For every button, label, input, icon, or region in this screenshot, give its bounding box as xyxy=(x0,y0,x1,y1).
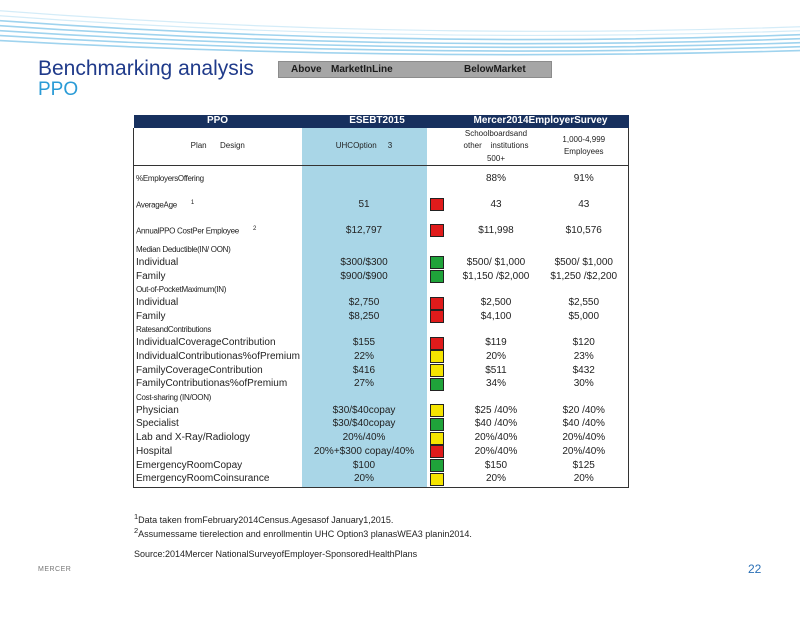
market-marker-cell xyxy=(427,350,453,364)
row-label xyxy=(134,445,302,459)
table-row xyxy=(134,432,629,446)
legend-inline: MarketInLine xyxy=(331,64,393,75)
row-label xyxy=(134,337,302,351)
row-footnote-marker: 1 xyxy=(190,200,194,207)
market-marker-cell xyxy=(427,218,453,244)
table-row xyxy=(134,310,629,324)
market-legend-bar xyxy=(278,61,552,78)
esebt-value xyxy=(302,166,427,192)
schoolboard-value: $4,100 xyxy=(480,310,512,322)
market-marker-cell xyxy=(427,310,453,324)
sb-line4: 500+ xyxy=(486,153,506,163)
market-position-yellow-marker xyxy=(430,350,444,363)
market-marker-cell xyxy=(427,392,453,405)
market-marker-cell xyxy=(427,473,453,487)
esebt-value: $416 xyxy=(302,364,427,378)
big-line1: 1,000-4,999 xyxy=(562,134,606,144)
market-marker-cell xyxy=(427,432,453,446)
table-row xyxy=(134,256,629,270)
row-label-text: Lab and X-Ray/Radiology xyxy=(136,432,250,444)
row-label-text: Individual xyxy=(136,297,179,309)
row-label-text: AnnualPPO CostPer Employee xyxy=(136,226,239,236)
esebt-value: 20%+$300 copay/40% xyxy=(302,445,427,459)
row-label-text: Cost-sharing (IN/OON) xyxy=(136,392,212,402)
row-label xyxy=(134,473,302,487)
footnote-2 xyxy=(134,526,472,539)
subheader-design: Design xyxy=(219,141,245,151)
schoolboard-value: $150 xyxy=(484,459,508,471)
header-esebt: ESEBT2015 xyxy=(302,115,453,128)
schoolboard-value xyxy=(453,244,540,257)
row-label-text: Out-of-PocketMaximum(IN) xyxy=(136,284,227,294)
row-label xyxy=(134,244,302,257)
table-row xyxy=(134,459,629,473)
market-marker-cell xyxy=(427,404,453,418)
table-row xyxy=(134,218,629,244)
table-row xyxy=(134,445,629,459)
market-marker-cell xyxy=(427,284,453,297)
market-position-red-marker xyxy=(430,337,444,350)
table-row xyxy=(134,166,629,192)
table-header-row xyxy=(134,115,629,128)
row-label-text: Individual xyxy=(136,257,179,269)
large-employer-value: $20 /40% xyxy=(540,404,629,418)
esebt-value: 20% xyxy=(302,473,427,487)
schoolboard-value: $25 /40% xyxy=(474,404,518,416)
schoolboard-value xyxy=(453,284,540,297)
large-employer-value: 20% xyxy=(540,473,629,487)
source-note: Source:2014Mercer NationalSurveyofEmployer-SponsoredHealthPlans xyxy=(134,549,418,559)
large-employer-value: $125 xyxy=(540,459,629,473)
subheader-uhc: UHCOption xyxy=(335,141,377,151)
market-position-yellow-marker xyxy=(430,364,444,377)
header-ppo: PPO xyxy=(134,115,302,128)
row-label-text: Family xyxy=(136,270,166,282)
large-employer-value: 91% xyxy=(540,166,629,192)
sb-line3: institutions xyxy=(490,141,529,151)
table-row xyxy=(134,337,629,351)
benchmark-table xyxy=(133,115,629,488)
large-employer-value: $120 xyxy=(540,337,629,351)
table-row xyxy=(134,270,629,284)
row-label-text: EmergencyRoomCopay xyxy=(136,459,243,471)
mercer-brand: MERCER xyxy=(38,566,72,573)
header-mercer-survey: Mercer2014EmployerSurvey xyxy=(453,115,629,128)
subheader-uhc-num: 3 xyxy=(387,141,393,151)
market-position-green-marker xyxy=(430,378,444,391)
schoolboard-value: $40 /40% xyxy=(474,418,518,430)
esebt-value: $30/$40copay xyxy=(302,418,427,432)
sb-line2: other xyxy=(463,141,482,151)
row-label xyxy=(134,297,302,311)
legend-below: BelowMarket xyxy=(464,64,526,75)
table-subheader-row xyxy=(134,128,629,166)
decorative-header-stripes xyxy=(0,0,800,58)
esebt-value: $8,250 xyxy=(302,310,427,324)
large-employer-value xyxy=(540,392,629,405)
market-marker-cell xyxy=(427,166,453,192)
large-employer-value xyxy=(540,324,629,337)
esebt-value: $2,750 xyxy=(302,297,427,311)
esebt-value: 51 xyxy=(302,192,427,218)
row-label-text: IndividualContributionas%ofPremium xyxy=(136,350,300,362)
esebt-value: 20%/40% xyxy=(302,432,427,446)
table-row xyxy=(134,244,629,257)
table-row xyxy=(134,364,629,378)
large-employer-value xyxy=(540,244,629,257)
row-label xyxy=(134,459,302,473)
table-row xyxy=(134,392,629,405)
schoolboard-value xyxy=(453,324,540,337)
row-label xyxy=(134,404,302,418)
esebt-value: $100 xyxy=(302,459,427,473)
subheader-large-employers xyxy=(540,128,629,166)
market-marker-cell xyxy=(427,418,453,432)
market-position-green-marker xyxy=(430,256,444,269)
table-row xyxy=(134,473,629,487)
schoolboard-value: 20% xyxy=(453,473,540,487)
row-label-text: Hospital xyxy=(136,445,173,457)
schoolboard-value: 88% xyxy=(485,172,506,184)
footnote-1 xyxy=(134,512,393,525)
schoolboard-value: $500/ $1,000 xyxy=(466,257,526,269)
row-label-text: IndividualCoverageContribution xyxy=(136,337,276,349)
row-label xyxy=(134,166,302,192)
esebt-value: $155 xyxy=(302,337,427,351)
row-label-text: Physician xyxy=(136,404,179,416)
esebt-value: $12,797 xyxy=(302,218,427,244)
row-label-text: FamilyCoverageContribution xyxy=(136,364,263,376)
subheader-marker-spacer xyxy=(427,128,453,166)
large-employer-value: $500/ $1,000 xyxy=(540,256,629,270)
row-label-text: RatesandContributions xyxy=(136,325,212,334)
row-label-text: Median Deductible(IN/ OON) xyxy=(136,244,231,254)
row-label xyxy=(134,418,302,432)
schoolboard-value: $1,150 /$2,000 xyxy=(462,270,530,282)
row-label-text: AverageAge xyxy=(136,200,177,210)
market-position-yellow-marker xyxy=(430,432,444,445)
market-position-green-marker xyxy=(430,418,444,431)
table-row xyxy=(134,404,629,418)
row-label-text: Family xyxy=(136,310,166,322)
market-position-red-marker xyxy=(430,310,444,323)
market-position-yellow-marker xyxy=(430,473,444,486)
esebt-value: $900/$900 xyxy=(302,270,427,284)
esebt-value xyxy=(302,324,427,337)
market-position-red-marker xyxy=(430,224,444,237)
row-label xyxy=(134,192,302,218)
esebt-value xyxy=(302,392,427,405)
market-position-green-marker xyxy=(430,459,444,472)
market-position-red-marker xyxy=(430,198,444,211)
market-marker-cell xyxy=(427,378,453,392)
subheader-uhc-option xyxy=(302,128,427,166)
large-employer-value: $40 /40% xyxy=(540,418,629,432)
row-label xyxy=(134,270,302,284)
large-employer-value xyxy=(540,284,629,297)
large-employer-value: $1,250 /$2,200 xyxy=(540,270,629,284)
esebt-value xyxy=(302,284,427,297)
market-marker-cell xyxy=(427,324,453,337)
large-employer-value: 43 xyxy=(540,192,629,218)
market-position-red-marker xyxy=(430,445,444,458)
row-label xyxy=(134,256,302,270)
market-marker-cell xyxy=(427,192,453,218)
row-label xyxy=(134,324,302,337)
schoolboard-value: 20%/40% xyxy=(474,445,518,457)
large-employer-value: 23% xyxy=(540,350,629,364)
large-employer-value: 20%/40% xyxy=(540,445,629,459)
table-row xyxy=(134,418,629,432)
schoolboard-value: $2,500 xyxy=(480,297,512,309)
esebt-value xyxy=(302,244,427,257)
esebt-value: $300/$300 xyxy=(302,256,427,270)
page-subtitle: PPO xyxy=(38,79,79,100)
row-label-text: Specialist xyxy=(136,418,179,430)
row-label xyxy=(134,284,302,297)
row-label xyxy=(134,218,302,244)
subheader-plan: Plan xyxy=(190,141,207,151)
row-label-text: FamilyContributionas%ofPremium xyxy=(136,378,288,390)
legend-above: Above xyxy=(291,64,322,75)
page-number: 22 xyxy=(748,562,762,576)
esebt-value: $30/$40copay xyxy=(302,404,427,418)
row-label xyxy=(134,350,302,364)
schoolboard-value: $511 xyxy=(485,364,507,376)
schoolboard-value: 20%/40% xyxy=(474,432,518,444)
schoolboard-value: $11,998 xyxy=(478,224,514,236)
footnote-2-marker: 2 xyxy=(134,526,139,535)
schoolboard-value xyxy=(453,392,540,405)
table-row xyxy=(134,297,629,311)
market-marker-cell xyxy=(427,364,453,378)
large-employer-value: $10,576 xyxy=(540,218,629,244)
market-marker-cell xyxy=(427,445,453,459)
page-title: Benchmarking analysis xyxy=(38,57,254,80)
row-label xyxy=(134,310,302,324)
large-employer-value: $5,000 xyxy=(540,310,629,324)
row-label-text: %EmployersOffering xyxy=(136,173,204,183)
table-body xyxy=(134,166,629,487)
subheader-plan-design xyxy=(134,128,302,166)
row-label xyxy=(134,364,302,378)
market-marker-cell xyxy=(427,459,453,473)
market-marker-cell xyxy=(427,270,453,284)
market-marker-cell xyxy=(427,297,453,311)
big-line2: Employees xyxy=(563,147,604,157)
large-employer-value: $2,550 xyxy=(540,297,629,311)
market-position-yellow-marker xyxy=(430,404,444,417)
row-footnote-marker: 2 xyxy=(252,226,256,233)
schoolboard-value: 34% xyxy=(485,378,506,390)
market-marker-cell xyxy=(427,337,453,351)
large-employer-value: 30% xyxy=(540,378,629,392)
schoolboard-value: 43 xyxy=(490,198,502,210)
table-row xyxy=(134,192,629,218)
table-row xyxy=(134,284,629,297)
esebt-value: 27% xyxy=(302,378,427,392)
sb-line2-3 xyxy=(453,140,540,153)
schoolboard-value: $119 xyxy=(485,337,507,349)
table-row xyxy=(134,324,629,337)
row-label xyxy=(134,432,302,446)
sb-line1: Schoolboardsand xyxy=(464,128,528,138)
table-row xyxy=(134,378,629,392)
market-marker-cell xyxy=(427,244,453,257)
row-label xyxy=(134,392,302,405)
market-marker-cell xyxy=(427,256,453,270)
row-label-text: EmergencyRoomCoinsurance xyxy=(136,473,270,485)
row-label xyxy=(134,378,302,392)
market-position-red-marker xyxy=(430,297,444,310)
table-row xyxy=(134,350,629,364)
large-employer-value: $432 xyxy=(540,364,629,378)
schoolboard-value: 20% xyxy=(485,350,506,362)
market-position-green-marker xyxy=(430,270,444,283)
footnote-1-text: Data taken fromFebruary2014Census.Agesasof January1,2015. xyxy=(138,515,394,525)
footnote-1-marker: 1 xyxy=(134,512,139,521)
large-employer-value: 20%/40% xyxy=(540,432,629,446)
footnote-2-text: Assumessame tierelection and enrollmentin UHC Option3 planasWEA3 planin2014. xyxy=(138,529,472,539)
esebt-value: 22% xyxy=(302,350,427,364)
subheader-schoolboards xyxy=(453,128,540,166)
